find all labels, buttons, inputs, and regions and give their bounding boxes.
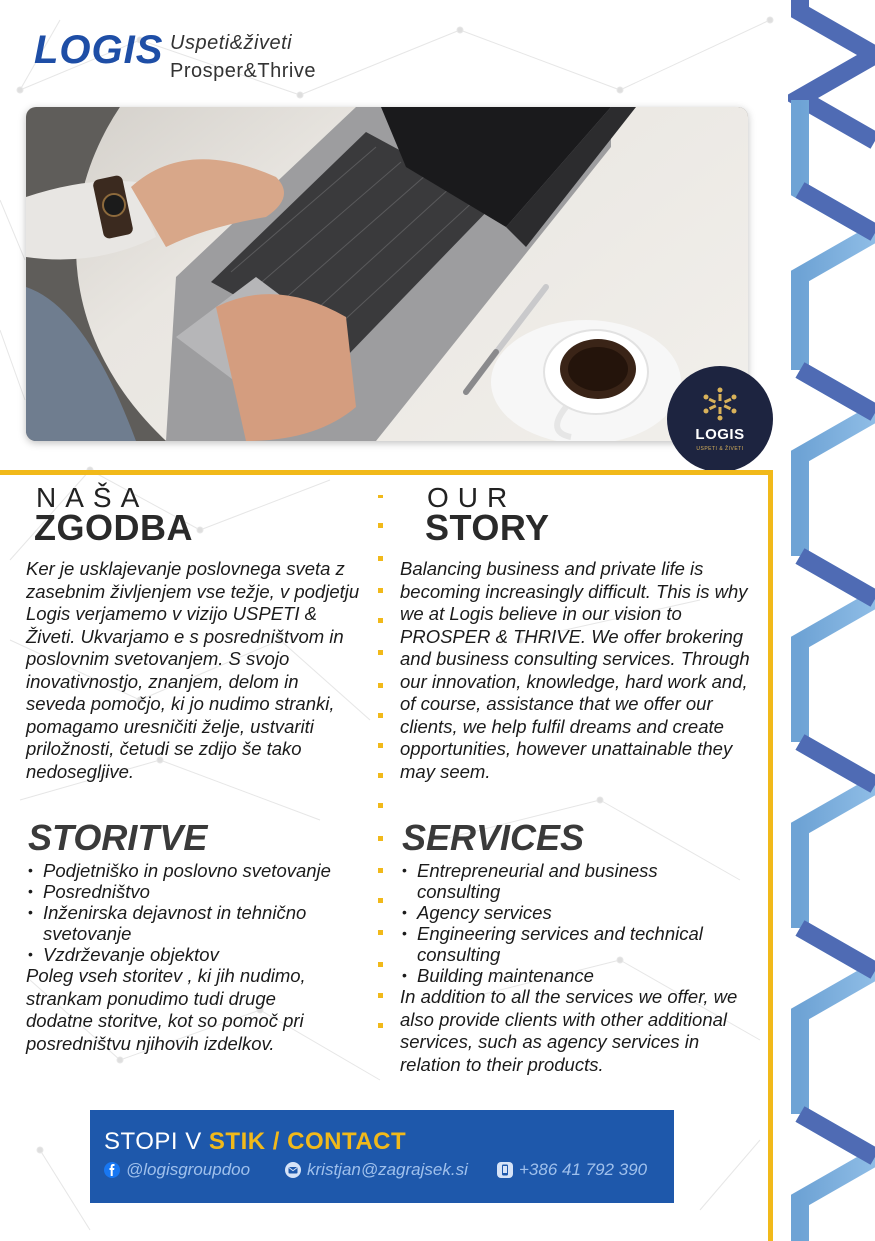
list-item: • Building maintenance <box>400 965 745 986</box>
badge-subtitle: USPETI & ŽIVETI <box>696 446 744 452</box>
phone-link[interactable] <box>497 1160 647 1180</box>
phone-number[interactable]: +386 41 792 390 <box>519 1160 648 1179</box>
contact-title-separator: / <box>265 1128 288 1155</box>
facebook-icon <box>104 1162 120 1178</box>
contact-title <box>104 1128 406 1156</box>
people-circle-icon <box>700 386 740 422</box>
list-item: • Podjetniško in poslovno svetovanje <box>26 860 366 881</box>
contact-title-prefix: STOPI V <box>104 1128 209 1155</box>
list-item: • Vzdrževanje objektov <box>26 944 366 965</box>
email-link[interactable] <box>285 1160 468 1180</box>
facebook-handle[interactable]: @logisgroupdoo <box>126 1160 251 1179</box>
list-item: • Inženirska dejavnost in tehnično svetovanje <box>26 902 366 944</box>
logis-badge <box>667 366 773 472</box>
gold-frame-top <box>0 470 771 475</box>
mail-icon <box>285 1162 301 1178</box>
email-address[interactable]: kristjan@zagrajsek.si <box>307 1160 468 1179</box>
services-heading-en: SERVICES <box>402 817 585 858</box>
list-item: • Agency services <box>400 902 745 923</box>
story-text-sl: Ker je usklajevanje poslovnega sveta z zasebnim življenjem vse težje, v podjetju Logis verjamemo v vizijo USPETI & Živeti. Ukvarjamo e s posredništvom in poslovnim svetovanjem. S svojo inovativnostjo, znanjem, delom in seveda pomočjo, ki jo nudimo stranki, pomagamo uresničiti želje, ustvariti priložnosti, četudi se zdijo še tako nedosegljive. <box>26 558 360 782</box>
zigzag-decoration <box>788 0 875 1241</box>
story-heading-sl: ZGODBA <box>34 507 193 548</box>
brand-logo: LOGIS <box>34 28 164 72</box>
contact-title-contact: CONTACT <box>287 1128 407 1155</box>
services-list-sl <box>26 860 366 965</box>
gold-frame-right <box>768 470 773 1241</box>
tagline-english: Prosper&Thrive <box>170 60 316 82</box>
story-heading-en: STORY <box>425 507 550 548</box>
badge-logo-text: LOGIS <box>695 426 745 443</box>
list-item: • Engineering services and technical consulting <box>400 923 745 965</box>
services-heading-sl: STORITVE <box>28 817 208 858</box>
services-text-sl: Poleg vseh storitev , ki jih nudimo, strankam ponudimo tudi druge dodatne storitve, kot so pomoč pri posredništvu njihovih izdelkov. <box>26 965 306 1054</box>
story-heading-light-en: OUR <box>427 482 517 513</box>
contact-box <box>90 1110 674 1203</box>
services-text-en: In addition to all the services we offer, we also provide clients with other additional services, such as agency services in relation to their products. <box>400 986 738 1075</box>
list-item: • Posredništvo <box>26 881 366 902</box>
phone-icon <box>497 1162 513 1178</box>
tagline-slovene: Uspeti&živeti <box>170 32 293 54</box>
contact-title-stik: STIK <box>208 1128 266 1155</box>
list-item: • Entrepreneurial and business consulting <box>400 860 745 902</box>
hero-photo <box>26 107 748 441</box>
story-heading-light-sl: NAŠA <box>36 482 149 513</box>
story-text-en: Balancing business and private life is becoming increasingly difficult. This is why we at Logis believe in our vision to PROSPER & THRIVE. We offer brokering and business consulting services. Through our innovation, knowledge, hard work and, of course, assistance that we offer our clients, we help fulfil dreams and create opportunities, however unattainable they may seem. <box>400 558 750 782</box>
facebook-link[interactable] <box>104 1160 250 1180</box>
services-list-en <box>400 860 745 986</box>
